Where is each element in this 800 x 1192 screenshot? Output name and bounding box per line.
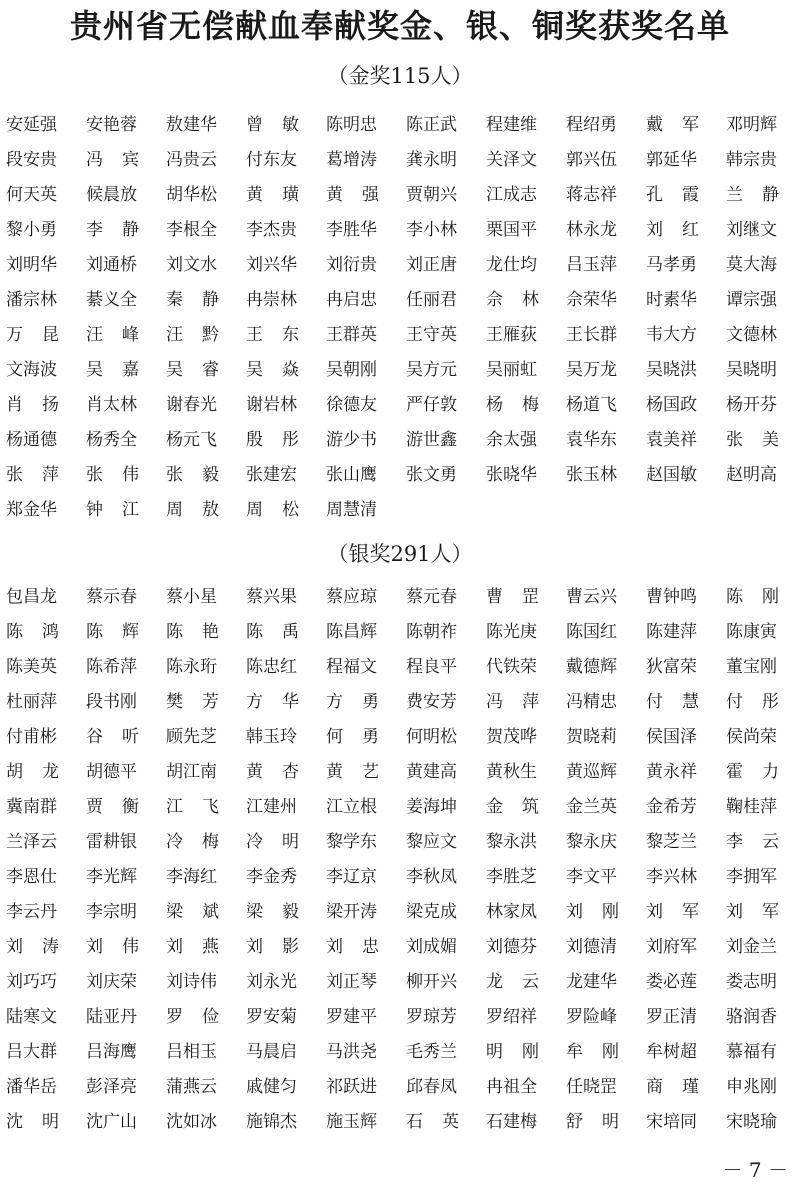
- awardee-name: 江成志: [486, 185, 537, 205]
- awardee-name: 吴晓明: [726, 360, 777, 380]
- awardee-name: 殷彤: [246, 430, 318, 450]
- awardee-name: 刘金兰: [726, 937, 777, 957]
- awardee-name: 谷听: [86, 727, 158, 747]
- awardee-name: 刘燕: [166, 937, 238, 957]
- awardee-name: 邓明辉: [726, 115, 777, 135]
- awardee-name: 刘庆荣: [86, 972, 137, 992]
- awardee-name: 程建维: [486, 115, 537, 135]
- awardee-name: 沈明: [6, 1112, 78, 1132]
- awardee-name: 刘影: [246, 937, 318, 957]
- awardee-name: 谭宗强: [726, 290, 777, 310]
- awardee-name: 陈永珩: [166, 657, 217, 677]
- awardee-name: 黎永洪: [486, 832, 537, 852]
- gold-heading: （金奖115人）: [327, 64, 473, 88]
- awardee-name: 黎应文: [406, 832, 457, 852]
- awardee-name: 吕大群: [6, 1042, 57, 1062]
- awardee-name: 杨道飞: [566, 395, 617, 415]
- awardee-name: 冉祖全: [486, 1077, 537, 1097]
- awardee-name: 刘府军: [646, 937, 697, 957]
- awardee-name: 周敖: [166, 500, 238, 520]
- awardee-name: 商瑾: [646, 1077, 718, 1097]
- awardee-name: 严仔敦: [406, 395, 457, 415]
- awardee-name: 樊芳: [166, 692, 238, 712]
- silver-heading: （银奖291人）: [327, 542, 473, 566]
- awardee-name: 李兴林: [646, 867, 697, 887]
- awardee-name: 周慧清: [326, 500, 377, 520]
- awardee-name: 黄杏: [246, 762, 318, 782]
- awardee-name: 马孝勇: [646, 255, 697, 275]
- awardee-name: 吴嘉: [86, 360, 158, 380]
- awardee-name: 付慧: [646, 692, 718, 712]
- awardee-name: 罗险峰: [566, 1007, 617, 1027]
- awardee-name: 黎芝兰: [646, 832, 697, 852]
- awardee-name: 何勇: [326, 727, 398, 747]
- awardee-name: 李小林: [406, 220, 457, 240]
- awardee-name: 候晨放: [86, 185, 137, 205]
- awardee-name: 骆润香: [726, 1007, 777, 1027]
- awardee-name: 李云: [726, 832, 798, 852]
- awardee-name: 徐德友: [326, 395, 377, 415]
- awardee-name: 明刚: [486, 1042, 558, 1062]
- awardee-name: 段安贵: [6, 150, 57, 170]
- awardee-name: 罗俭: [166, 1007, 238, 1027]
- awardee-name: 黄强: [326, 185, 398, 205]
- awardee-name: 黄秋生: [486, 762, 537, 782]
- awardee-name: 蒋志祥: [566, 185, 617, 205]
- awardee-name: 陈光庚: [486, 622, 537, 642]
- awardee-name: 戚健匀: [246, 1077, 297, 1097]
- awardee-name: 郭兴伍: [566, 150, 617, 170]
- awardee-name: 施玉辉: [326, 1112, 377, 1132]
- awardee-name: 周松: [246, 500, 318, 520]
- awardee-name: 刘刚: [566, 902, 638, 922]
- awardee-name: 贾衡: [86, 797, 158, 817]
- awardee-name: 韩宗贵: [726, 150, 777, 170]
- awardee-name: 程福文: [326, 657, 377, 677]
- awardee-name: 江立根: [326, 797, 377, 817]
- awardee-name: 石英: [406, 1112, 478, 1132]
- awardee-name: 陈正武: [406, 115, 457, 135]
- awardee-name: 江建州: [246, 797, 297, 817]
- awardee-name: 龙云: [486, 972, 558, 992]
- awardee-name: 李秋凤: [406, 867, 457, 887]
- awardee-name: 程良平: [406, 657, 457, 677]
- awardee-name: 李静: [86, 220, 158, 240]
- awardee-name: 董宝刚: [726, 657, 777, 677]
- awardee-name: 张玉林: [566, 465, 617, 485]
- awardee-name: 刘涛: [6, 937, 78, 957]
- awardee-name: 梁克成: [406, 902, 457, 922]
- awardee-name: 吴万龙: [566, 360, 617, 380]
- awardee-name: 龚永明: [406, 150, 457, 170]
- awardee-name: 万昆: [6, 325, 78, 345]
- awardee-name: 陈国红: [566, 622, 617, 642]
- awardee-name: 李辽京: [326, 867, 377, 887]
- awardee-name: 莫大海: [726, 255, 777, 275]
- awardee-name: 冯贵云: [166, 150, 217, 170]
- awardee-name: 陈美英: [6, 657, 57, 677]
- awardee-name: 段书刚: [86, 692, 137, 712]
- awardee-name: 陈建萍: [646, 622, 697, 642]
- awardee-name: 杨秀全: [86, 430, 137, 450]
- awardee-name: 吴方元: [406, 360, 457, 380]
- awardee-name: 金希芳: [646, 797, 697, 817]
- awardee-name: 石建梅: [486, 1112, 537, 1132]
- awardee-name: 侯尚荣: [726, 727, 777, 747]
- awardee-name: 陆寒文: [6, 1007, 57, 1027]
- awardee-name: 林家凤: [486, 902, 537, 922]
- awardee-name: 韦大方: [646, 325, 697, 345]
- awardee-name: 黎学东: [326, 832, 377, 852]
- awardee-name: 包昌龙: [6, 587, 57, 607]
- awardee-name: 刘正琴: [326, 972, 377, 992]
- awardee-name: 黎永庆: [566, 832, 617, 852]
- awardee-name: 杨国政: [646, 395, 697, 415]
- awardee-name: 肖太林: [86, 395, 137, 415]
- awardee-name: 黎小勇: [6, 220, 57, 240]
- awardee-name: 金筑: [486, 797, 558, 817]
- awardee-name: 李金秀: [246, 867, 297, 887]
- awardee-name: 郑金华: [6, 500, 57, 520]
- awardee-name: 刘文水: [166, 255, 217, 275]
- awardee-name: 刘成媚: [406, 937, 457, 957]
- awardee-name: 霍力: [726, 762, 798, 782]
- awardee-name: 赵明高: [726, 465, 777, 485]
- awardee-name: 潘华岳: [6, 1077, 57, 1097]
- awardee-name: 黄永祥: [646, 762, 697, 782]
- awardee-name: 陈刚: [726, 587, 798, 607]
- awardee-name: 戴德辉: [566, 657, 617, 677]
- awardee-name: 蔡兴果: [246, 587, 297, 607]
- awardee-name: 关泽文: [486, 150, 537, 170]
- awardee-name: 李胜芝: [486, 867, 537, 887]
- awardee-name: 吕相玉: [166, 1042, 217, 1062]
- awardee-name: 程绍勇: [566, 115, 617, 135]
- awardee-name: 谢岩林: [246, 395, 297, 415]
- awardee-name: 贺晓莉: [566, 727, 617, 747]
- awardee-name: 马晨启: [246, 1042, 297, 1062]
- awardee-name: 牟树超: [646, 1042, 697, 1062]
- awardee-name: 刘军: [726, 902, 798, 922]
- awardee-name: 吴晓洪: [646, 360, 697, 380]
- awardee-name: 杨元飞: [166, 430, 217, 450]
- awardee-name: 冯萍: [486, 692, 558, 712]
- awardee-name: 顾先芝: [166, 727, 217, 747]
- awardee-name: 蔡应琼: [326, 587, 377, 607]
- awardee-name: 刘红: [646, 220, 718, 240]
- awardee-name: 林永龙: [566, 220, 617, 240]
- awardee-name: 吴焱: [246, 360, 318, 380]
- awardee-name: 姜海坤: [406, 797, 457, 817]
- awardee-name: 余太强: [486, 430, 537, 450]
- awardee-name: 陈康寅: [726, 622, 777, 642]
- awardee-name: 罗正清: [646, 1007, 697, 1027]
- awardee-name: 罗建平: [326, 1007, 377, 1027]
- awardee-name: 陈辉: [86, 622, 158, 642]
- awardee-name: 文海波: [6, 360, 57, 380]
- awardee-name: 江飞: [166, 797, 238, 817]
- awardee-name: 付甫彬: [6, 727, 57, 747]
- awardee-name: 梁毅: [246, 902, 318, 922]
- awardee-name: 冀南群: [6, 797, 57, 817]
- awardee-name: 马洪尧: [326, 1042, 377, 1062]
- awardee-name: 刘永光: [246, 972, 297, 992]
- awardee-name: 舒明: [566, 1112, 638, 1132]
- awardee-name: 赵国敏: [646, 465, 697, 485]
- awardee-name: 龙仕均: [486, 255, 537, 275]
- awardee-name: 刘明华: [6, 255, 57, 275]
- awardee-name: 韩玉玲: [246, 727, 297, 747]
- awardee-name: 刘兴华: [246, 255, 297, 275]
- awardee-name: 李宗明: [86, 902, 137, 922]
- awardee-name: 葛增涛: [326, 150, 377, 170]
- awardee-name: 谢春光: [166, 395, 217, 415]
- awardee-name: 文德林: [726, 325, 777, 345]
- awardee-name: 汪峰: [86, 325, 158, 345]
- awardee-name: 彭泽亮: [86, 1077, 137, 1097]
- awardee-name: 冉启忠: [326, 290, 377, 310]
- awardee-name: 曹罡: [486, 587, 558, 607]
- awardee-name: 刘伟: [86, 937, 158, 957]
- awardee-name: 任晓罡: [566, 1077, 617, 1097]
- awardee-name: 胡德平: [86, 762, 137, 782]
- awardee-name: 费安芳: [406, 692, 457, 712]
- awardee-name: 蔡小星: [166, 587, 217, 607]
- awardee-name: 綦义全: [86, 290, 137, 310]
- awardee-name: 杨开芬: [726, 395, 777, 415]
- awardee-name: 陈昌辉: [326, 622, 377, 642]
- awardee-name: 李拥军: [726, 867, 777, 887]
- awardee-name: 吕玉萍: [566, 255, 617, 275]
- awardee-name: 方华: [246, 692, 318, 712]
- awardee-name: 陈艳: [166, 622, 238, 642]
- awardee-name: 牟刚: [566, 1042, 638, 1062]
- awardee-name: 胡江南: [166, 762, 217, 782]
- awardee-name: 黄建高: [406, 762, 457, 782]
- awardee-name: 罗绍祥: [486, 1007, 537, 1027]
- awardee-name: 沈广山: [86, 1112, 137, 1132]
- awardee-name: 王东: [246, 325, 318, 345]
- awardee-name: 兰静: [726, 185, 798, 205]
- awardee-name: 吴朝刚: [326, 360, 377, 380]
- awardee-name: 狄富荣: [646, 657, 697, 677]
- awardee-name: 张文勇: [406, 465, 457, 485]
- awardee-name: 刘德清: [566, 937, 617, 957]
- awardee-name: 李文平: [566, 867, 617, 887]
- awardee-name: 兰泽云: [6, 832, 57, 852]
- awardee-name: 何明松: [406, 727, 457, 747]
- awardee-name: 刘巧巧: [6, 972, 57, 992]
- awardee-name: 李海红: [166, 867, 217, 887]
- awardee-name: 钟江: [86, 500, 158, 520]
- awardee-name: 潘宗林: [6, 290, 57, 310]
- awardee-name: 时素华: [646, 290, 697, 310]
- awardee-name: 龙建华: [566, 972, 617, 992]
- awardee-name: 安延强: [6, 115, 57, 135]
- awardee-name: 张毅: [166, 465, 238, 485]
- awardee-name: 蔡元春: [406, 587, 457, 607]
- awardee-name: 张美: [726, 430, 798, 450]
- page-title: 贵州省无偿献血奉献奖金、银、铜奖获奖名单: [69, 7, 730, 45]
- awardee-name: 冯精忠: [566, 692, 617, 712]
- awardee-name: 邱春凤: [406, 1077, 457, 1097]
- awardee-name: 汪黔: [166, 325, 238, 345]
- awardee-name: 张山鹰: [326, 465, 377, 485]
- awardee-name: 李恩仕: [6, 867, 57, 887]
- awardee-name: 贺茂哗: [486, 727, 537, 747]
- awardee-name: 曹云兴: [566, 587, 617, 607]
- awardee-name: 梁斌: [166, 902, 238, 922]
- awardee-name: 刘德芬: [486, 937, 537, 957]
- awardee-name: 何天英: [6, 185, 57, 205]
- awardee-name: 黄巡辉: [566, 762, 617, 782]
- awardee-name: 娄志明: [726, 972, 777, 992]
- awardee-name: 梁开涛: [326, 902, 377, 922]
- awardee-name: 陈禹: [246, 622, 318, 642]
- awardee-name: 王守英: [406, 325, 457, 345]
- awardee-name: 蔡示春: [86, 587, 137, 607]
- awardee-name: 刘军: [646, 902, 718, 922]
- awardee-name: 郭延华: [646, 150, 697, 170]
- awardee-name: 祁跃进: [326, 1077, 377, 1097]
- awardee-name: 刘诗伟: [166, 972, 217, 992]
- awardee-name: 吴睿: [166, 360, 238, 380]
- awardee-name: 蒲燕云: [166, 1077, 217, 1097]
- awardee-name: 付彤: [726, 692, 798, 712]
- awardee-name: 肖扬: [6, 395, 78, 415]
- awardee-name: 孔霞: [646, 185, 718, 205]
- awardee-name: 游世鑫: [406, 430, 457, 450]
- awardee-name: 柳开兴: [406, 972, 457, 992]
- awardee-name: 黄璜: [246, 185, 318, 205]
- awardee-name: 陈朝祚: [406, 622, 457, 642]
- awardee-name: 冯宾: [86, 150, 158, 170]
- awardee-name: 刘衍贵: [326, 255, 377, 275]
- awardee-name: 冷梅: [166, 832, 238, 852]
- awardee-name: 刘忠: [326, 937, 398, 957]
- awardee-name: 佘林: [486, 290, 558, 310]
- awardee-name: 黄艺: [326, 762, 398, 782]
- awardee-name: 曹钟鸣: [646, 587, 697, 607]
- awardee-name: 杨通德: [6, 430, 57, 450]
- awardee-name: 陆亚丹: [86, 1007, 137, 1027]
- page-number: － 7 －: [722, 1158, 788, 1182]
- awardee-name: 沈如冰: [166, 1112, 217, 1132]
- awardee-name: 罗安菊: [246, 1007, 297, 1027]
- awardee-name: 陈明忠: [326, 115, 377, 135]
- awardee-name: 李光辉: [86, 867, 137, 887]
- awardee-name: 金兰英: [566, 797, 617, 817]
- awardee-name: 贾朝兴: [406, 185, 457, 205]
- awardee-name: 吕海鹰: [86, 1042, 137, 1062]
- awardee-name: 代铁荣: [486, 657, 537, 677]
- awardee-name: 罗琼芳: [406, 1007, 457, 1027]
- gold-name-grid: [0, 108, 800, 528]
- awardee-name: 李云丹: [6, 902, 57, 922]
- awardee-name: 张建宏: [246, 465, 297, 485]
- awardee-name: 敖建华: [166, 115, 217, 135]
- awardee-name: 鞠桂萍: [726, 797, 777, 817]
- awardee-name: 曾敏: [246, 115, 318, 135]
- awardee-name: 游少书: [326, 430, 377, 450]
- awardee-name: 李杰贵: [246, 220, 297, 240]
- awardee-name: 申兆刚: [726, 1077, 777, 1097]
- awardee-name: 王长群: [566, 325, 617, 345]
- awardee-name: 付东友: [246, 150, 297, 170]
- awardee-name: 安艳蓉: [86, 115, 137, 135]
- awardee-name: 戴军: [646, 115, 718, 135]
- awardee-name: 娄必莲: [646, 972, 697, 992]
- awardee-name: 施锦杰: [246, 1112, 297, 1132]
- awardee-name: 杜丽萍: [6, 692, 57, 712]
- awardee-name: 秦静: [166, 290, 238, 310]
- awardee-name: 侯国泽: [646, 727, 697, 747]
- awardee-name: 袁美祥: [646, 430, 697, 450]
- awardee-name: 杨梅: [486, 395, 558, 415]
- awardee-name: 宋培同: [646, 1112, 697, 1132]
- awardee-name: 张伟: [86, 465, 158, 485]
- awardee-name: 方勇: [326, 692, 398, 712]
- awardee-name: 吴丽虹: [486, 360, 537, 380]
- awardee-name: 毛秀兰: [406, 1042, 457, 1062]
- awardee-name: 胡龙: [6, 762, 78, 782]
- awardee-name: 刘继文: [726, 220, 777, 240]
- awardee-name: 雷耕银: [86, 832, 137, 852]
- awardee-name: 刘通桥: [86, 255, 137, 275]
- awardee-name: 李胜华: [326, 220, 377, 240]
- awardee-name: 宋晓瑜: [726, 1112, 777, 1132]
- awardee-name: 刘正唐: [406, 255, 457, 275]
- awardee-name: 栗国平: [486, 220, 537, 240]
- awardee-name: 张萍: [6, 465, 78, 485]
- awardee-name: 冉崇林: [246, 290, 297, 310]
- awardee-name: 袁华东: [566, 430, 617, 450]
- awardee-name: 王群英: [326, 325, 377, 345]
- awardee-name: 慕福有: [726, 1042, 777, 1062]
- awardee-name: 李根全: [166, 220, 217, 240]
- awardee-name: 佘荣华: [566, 290, 617, 310]
- awardee-name: 王雁荻: [486, 325, 537, 345]
- awardee-name: 陈忠红: [246, 657, 297, 677]
- awardee-name: 张晓华: [486, 465, 537, 485]
- awardee-name: 冷明: [246, 832, 318, 852]
- awardee-name: 陈希萍: [86, 657, 137, 677]
- awardee-name: 陈鸿: [6, 622, 78, 642]
- silver-name-grid: [0, 580, 800, 1140]
- awardee-name: 胡华松: [166, 185, 217, 205]
- awardee-name: 任丽君: [406, 290, 457, 310]
